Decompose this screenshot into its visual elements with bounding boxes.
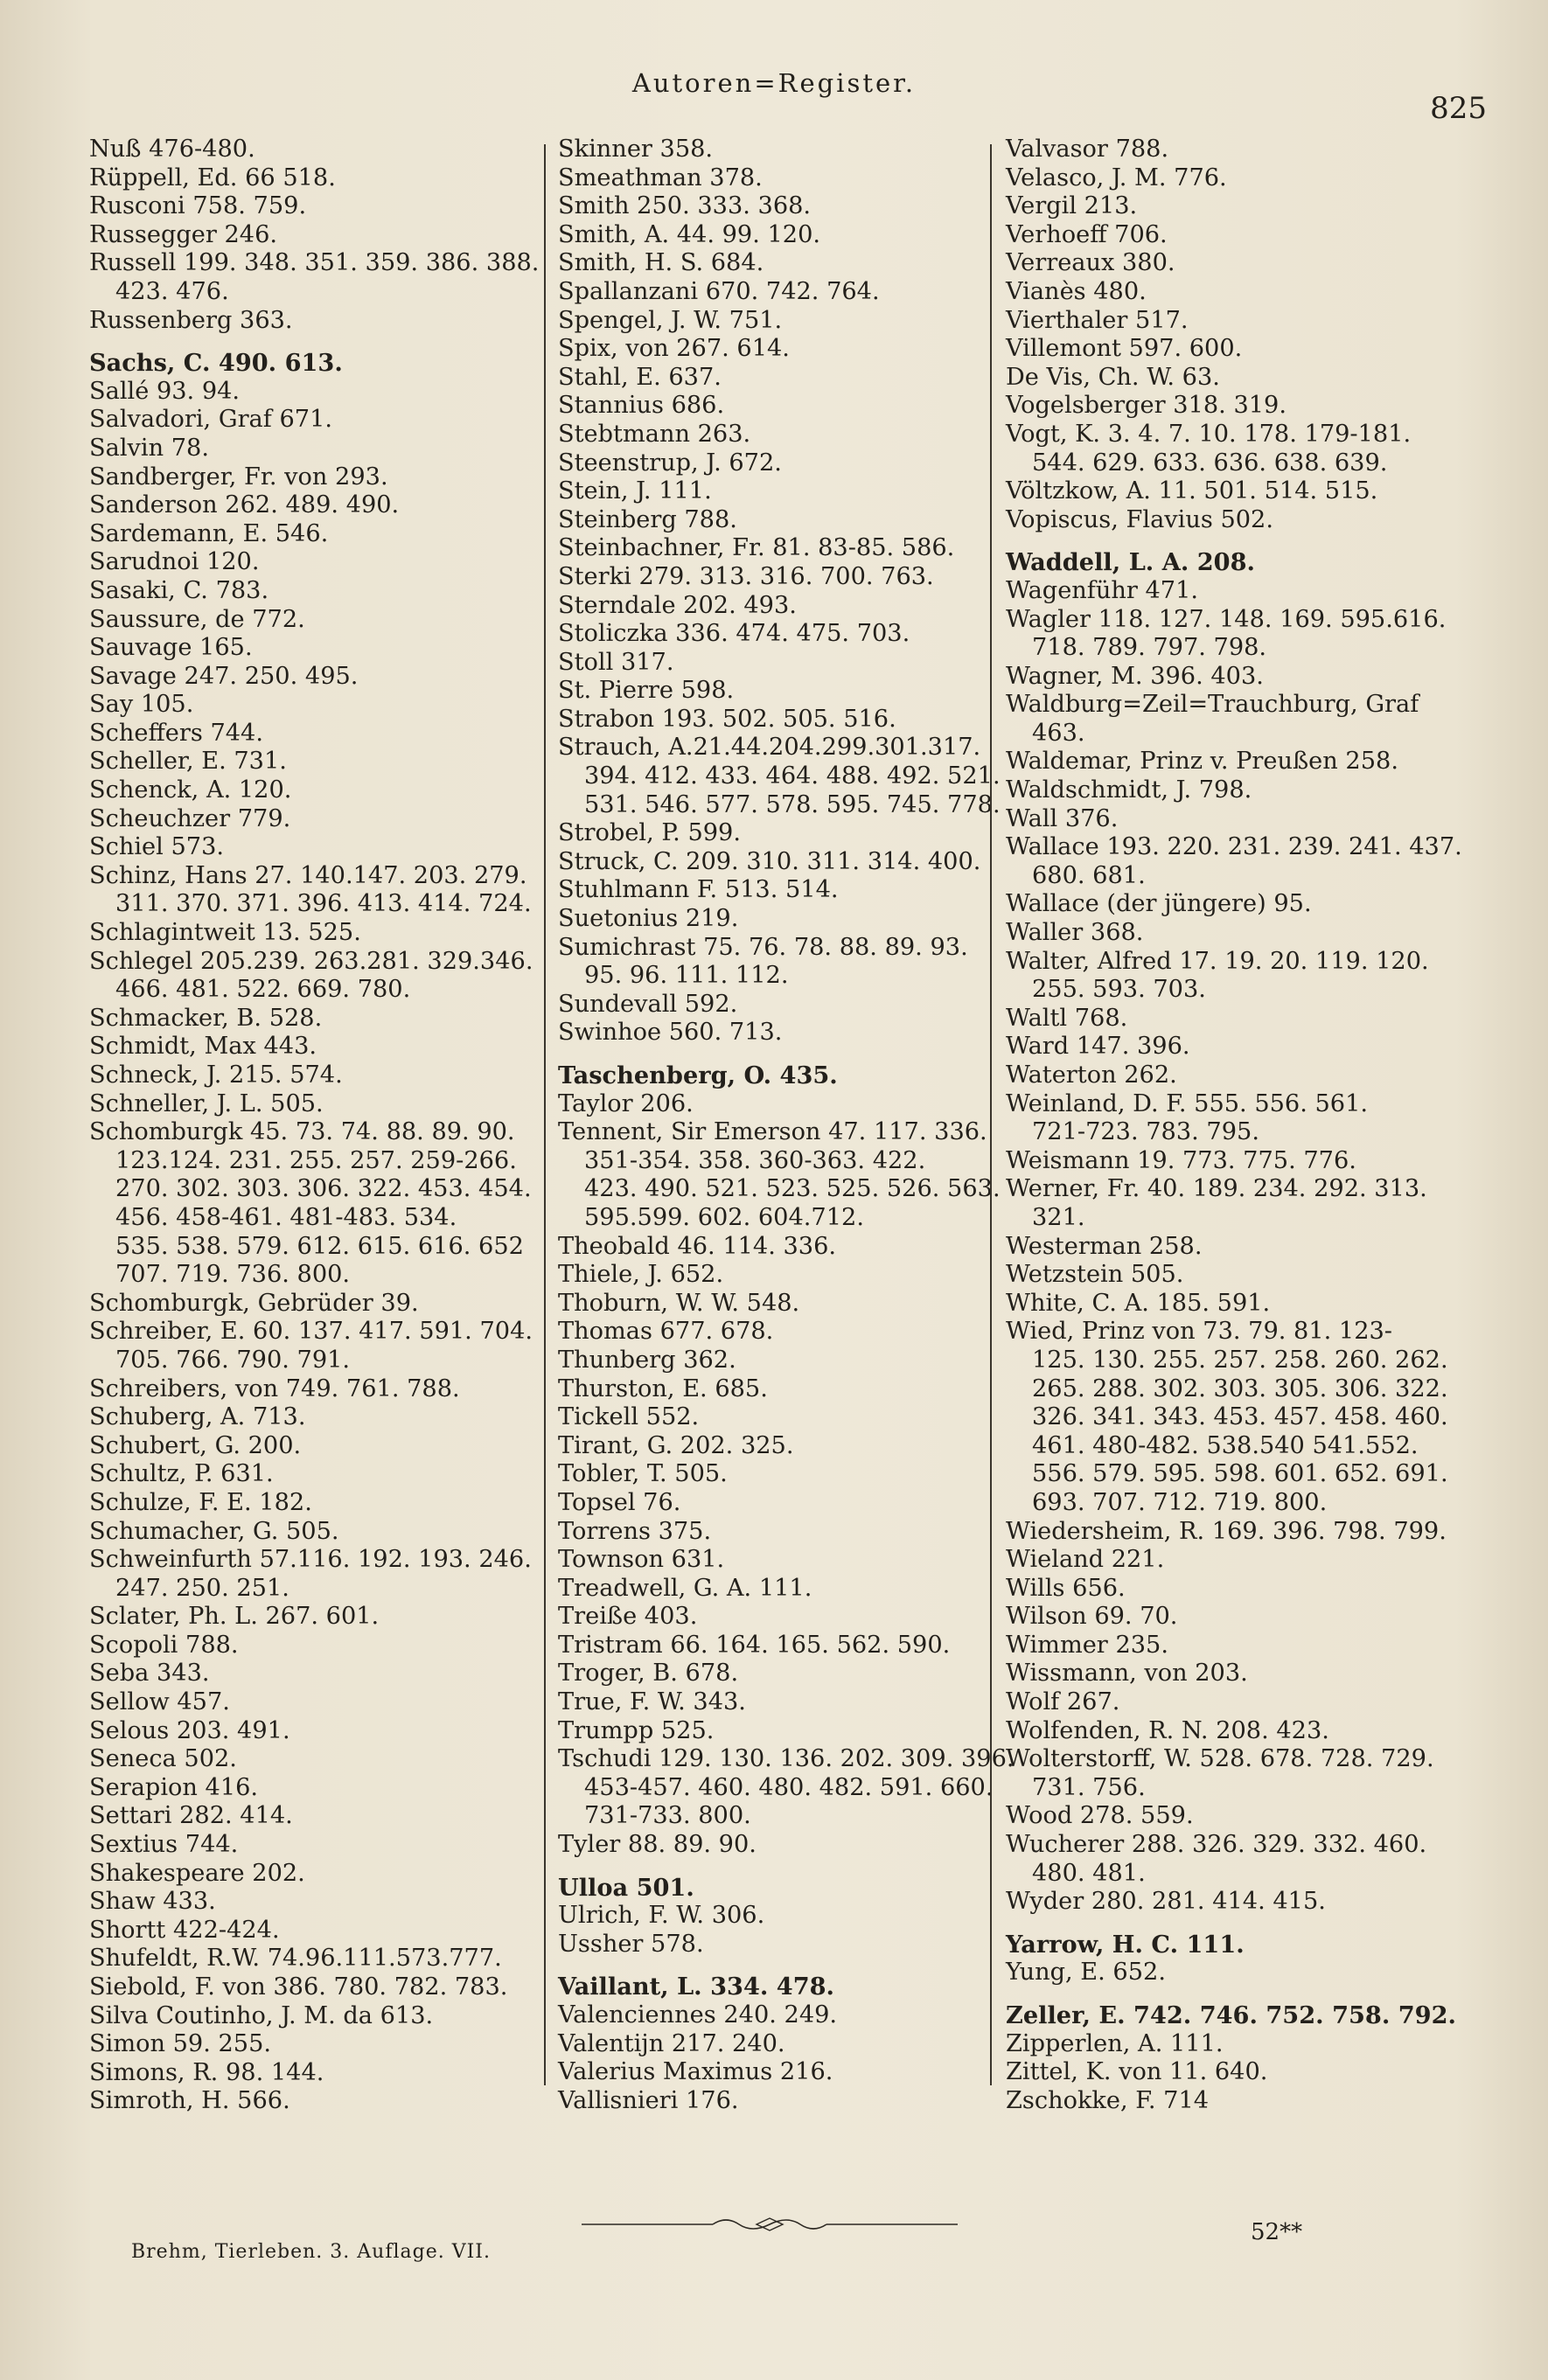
- index-entry: Russenberg 363.: [89, 306, 293, 334]
- column-divider: [544, 144, 546, 2085]
- index-entry: Wagner, M. 396. 403.: [1006, 662, 1264, 690]
- index-entry-continuation: 270. 302. 303. 306. 322. 453. 454.: [115, 1175, 532, 1203]
- page-number: 825: [1430, 91, 1487, 126]
- index-entry: Ulrich, F. W. 306.: [558, 1902, 765, 1930]
- index-entry: Weismann 19. 773. 775. 776.: [1006, 1146, 1356, 1174]
- index-entry: Sallé 93. 94.: [89, 377, 241, 405]
- index-entry: Wucherer 288. 326. 329. 332. 460.: [1006, 1831, 1427, 1859]
- index-entry: Schreibers, von 749. 761. 788.: [89, 1374, 460, 1402]
- index-entry: Simroth, H. 566.: [89, 2087, 290, 2115]
- index-entry: Sterki 279. 313. 316. 700. 763.: [558, 562, 934, 590]
- index-entry: Vaillant, L. 334. 478.: [558, 1973, 835, 2001]
- index-entry: Treiße 403.: [558, 1603, 698, 1631]
- index-column-2: [558, 136, 1015, 2115]
- index-entry-continuation: 461. 480-482. 538.540 541.552.: [1032, 1431, 1419, 1459]
- index-entry-continuation: 705. 766. 790. 791.: [115, 1346, 351, 1374]
- index-entry-continuation: 326. 341. 343. 453. 457. 458. 460.: [1032, 1403, 1448, 1431]
- index-entry: Vopiscus, Flavius 502.: [1006, 505, 1273, 533]
- index-entry: Seba 343.: [89, 1660, 210, 1688]
- index-entry: Yung, E. 652.: [1006, 1959, 1166, 1987]
- index-entry: Wied, Prinz von 73. 79. 81. 123-: [1006, 1318, 1392, 1346]
- index-entry: Salvadori, Graf 671.: [89, 406, 333, 434]
- index-entry-continuation: 125. 130. 255. 257. 258. 260. 262.: [1032, 1346, 1448, 1374]
- index-entry: Sandberger, Fr. von 293.: [89, 463, 388, 491]
- index-entry: Weinland, D. F. 555. 556. 561.: [1006, 1089, 1369, 1117]
- index-entry: Walter, Alfred 17. 19. 20. 119. 120.: [1006, 947, 1429, 975]
- index-entry: Sanderson 262. 489. 490.: [89, 491, 400, 519]
- index-entry: Spix, von 267. 614.: [558, 335, 790, 363]
- index-entry: Suetonius 219.: [558, 905, 739, 933]
- index-entry: Swinhoe 560. 713.: [558, 1019, 783, 1047]
- index-entry-continuation: 731. 756.: [1032, 1773, 1146, 1801]
- index-entry: Siebold, F. von 386. 780. 782. 783.: [89, 1973, 508, 2001]
- index-entry: Spengel, J. W. 751.: [558, 306, 783, 334]
- index-entry: Schinz, Hans 27. 140.147. 203. 279.: [89, 861, 527, 889]
- index-entry: Wolfenden, R. N. 208. 423.: [1006, 1716, 1329, 1744]
- index-entry: Yarrow, H. C. 111.: [1006, 1930, 1245, 1959]
- index-entry-continuation: 707. 719. 736. 800.: [115, 1261, 351, 1289]
- index-entry: Stannius 686.: [558, 392, 725, 420]
- index-entry: Tschudi 129. 130. 136. 202. 309. 396.: [558, 1745, 1015, 1773]
- index-entry: Schreiber, E. 60. 137. 417. 591. 704.: [89, 1318, 533, 1346]
- index-entry: Schweinfurth 57.116. 192. 193. 246.: [89, 1546, 532, 1574]
- index-entry: Nuß 476-480.: [89, 136, 255, 163]
- index-entry: Valerius Maximus 216.: [558, 2058, 833, 2086]
- index-entry-continuation: 394. 412. 433. 464. 488. 492. 521.: [584, 762, 1001, 790]
- index-entry: Sasaki, C. 783.: [89, 576, 269, 604]
- index-entry: Stoll 317.: [558, 648, 674, 676]
- index-entry: Tirant, G. 202. 325.: [558, 1431, 794, 1459]
- column-divider: [990, 144, 992, 2085]
- index-entry: Torrens 375.: [558, 1517, 712, 1545]
- index-entry: Troger, B. 678.: [558, 1660, 739, 1688]
- index-entry: Serapion 416.: [89, 1773, 259, 1801]
- index-entry: Steinbachner, Fr. 81. 83-85. 586.: [558, 534, 955, 562]
- index-entry: Wallace 193. 220. 231. 239. 241. 437.: [1006, 833, 1462, 861]
- index-entry: Vogelsberger 318. 319.: [1006, 392, 1287, 420]
- index-entry: Schomburgk 45. 73. 74. 88. 89. 90.: [89, 1118, 515, 1146]
- index-entry: Tickell 552.: [558, 1403, 700, 1431]
- index-entry: Silva Coutinho, J. M. da 613.: [89, 2001, 434, 2029]
- index-entry: Schenck, A. 120.: [89, 776, 292, 804]
- index-entry-continuation: 556. 579. 595. 598. 601. 652. 691.: [1032, 1460, 1448, 1488]
- index-entry: Russegger 246.: [89, 220, 278, 248]
- index-entry: Rüppell, Ed. 66 518.: [89, 164, 336, 191]
- index-entry: Waldburg=Zeil=Trauchburg, Graf: [1006, 691, 1419, 719]
- index-entry: Thiele, J. 652.: [558, 1261, 724, 1289]
- index-entry-continuation: 265. 288. 302. 303. 305. 306. 322.: [1032, 1374, 1448, 1402]
- index-entry: Shortt 422-424.: [89, 1916, 280, 1944]
- index-entry: Salvin 78.: [89, 434, 209, 462]
- index-entry: Schmacker, B. 528.: [89, 1004, 323, 1032]
- index-entry: Stoliczka 336. 474. 475. 703.: [558, 620, 910, 648]
- index-entry: Wimmer 235.: [1006, 1631, 1168, 1659]
- index-entry: Wagler 118. 127. 148. 169. 595.616.: [1006, 605, 1447, 633]
- index-entry: Strauch, A.21.44.204.299.301.317.: [558, 734, 981, 762]
- index-entry: Shufeldt, R.W. 74.96.111.573.777.: [89, 1945, 502, 1973]
- index-entry: Topsel 76.: [558, 1488, 681, 1516]
- index-entry: White, C. A. 185. 591.: [1006, 1289, 1271, 1317]
- index-entry: Valenciennes 240. 249.: [558, 2001, 838, 2029]
- index-entry: Schlagintweit 13. 525.: [89, 919, 361, 947]
- index-entry: Wills 656.: [1006, 1574, 1126, 1602]
- index-entry-continuation: 255. 593. 703.: [1032, 976, 1206, 1004]
- sheet-mark: 52**: [1251, 2219, 1303, 2245]
- index-entry: Savage 247. 250. 495.: [89, 662, 359, 690]
- index-entry: Zschokke, F. 714: [1006, 2086, 1210, 2114]
- index-entry: Stahl, E. 637.: [558, 363, 722, 391]
- index-entry: Waldschmidt, J. 798.: [1006, 776, 1252, 804]
- index-entry: Wallace (der jüngere) 95.: [1006, 890, 1312, 918]
- index-entry: Schlegel 205.239. 263.281. 329.346.: [89, 947, 533, 975]
- index-entry: Simons, R. 98. 144.: [89, 2058, 324, 2086]
- index-entry: Schulze, F. E. 182.: [89, 1488, 312, 1516]
- index-entry: Zeller, E. 742. 746. 752. 758. 792.: [1006, 2001, 1456, 2029]
- index-entry: Wolf 267.: [1006, 1688, 1120, 1716]
- index-entry: Verreaux 380.: [1006, 249, 1175, 277]
- index-entry-continuation: 535. 538. 579. 612. 615. 616. 652: [115, 1232, 524, 1260]
- index-entry: Strobel, P. 599.: [558, 819, 741, 847]
- index-entry: Wagenführ 471.: [1006, 576, 1199, 604]
- index-entry: Wetzstein 505.: [1006, 1261, 1184, 1289]
- index-entry: Theobald 46. 114. 336.: [558, 1232, 837, 1260]
- index-entry-continuation: 456. 458-461. 481-483. 534.: [115, 1203, 457, 1231]
- index-entry: Russell 199. 348. 351. 359. 386. 388.: [89, 249, 540, 277]
- index-entry-continuation: 680. 681.: [1032, 861, 1146, 889]
- index-entry: Taylor 206.: [558, 1089, 694, 1117]
- index-entry: Waldemar, Prinz v. Preußen 258.: [1006, 748, 1398, 776]
- index-entry: Waltl 768.: [1006, 1004, 1128, 1032]
- index-entry: Sumichrast 75. 76. 78. 88. 89. 93.: [558, 933, 968, 961]
- index-entry: Sundevall 592.: [558, 990, 738, 1018]
- index-entry: Velasco, J. M. 776.: [1006, 164, 1227, 191]
- index-entry: Scheffers 744.: [89, 719, 263, 747]
- index-entry: Sellow 457.: [89, 1688, 230, 1716]
- index-entry: Scopoli 788.: [89, 1631, 239, 1659]
- index-entry: Schiel 573.: [89, 833, 225, 861]
- index-entry-continuation: 731-733. 800.: [584, 1802, 751, 1830]
- index-entry: Thoburn, W. W. 548.: [558, 1289, 800, 1317]
- index-entry: Völtzkow, A. 11. 501. 514. 515.: [1006, 477, 1378, 505]
- end-ornament: [582, 2216, 958, 2233]
- index-entry: Steinberg 788.: [558, 505, 737, 533]
- index-entry-continuation: 463.: [1032, 719, 1085, 747]
- index-entry: Strabon 193. 502. 505. 516.: [558, 705, 896, 733]
- index-entry: Vallisnieri 176.: [558, 2086, 739, 2114]
- index-entry: St. Pierre 598.: [558, 677, 735, 705]
- index-entry: Wissmann, von 203.: [1006, 1660, 1248, 1688]
- index-entry-continuation: 351-354. 358. 360-363. 422.: [584, 1146, 926, 1174]
- running-head: Autoren=Register.: [631, 68, 917, 98]
- index-entry: Waterton 262.: [1006, 1061, 1177, 1089]
- index-entry: Tobler, T. 505.: [558, 1460, 728, 1488]
- index-entry: Trumpp 525.: [558, 1716, 715, 1744]
- index-entry: Selous 203. 491.: [89, 1716, 290, 1744]
- index-column-3: [1006, 136, 1461, 2115]
- index-entry: Waller 368.: [1006, 919, 1144, 947]
- index-entry: Sauvage 165.: [89, 634, 253, 662]
- index-entry: Tristram 66. 164. 165. 562. 590.: [558, 1631, 951, 1659]
- index-entry-continuation: 95. 96. 111. 112.: [584, 962, 789, 990]
- index-entry: Settari 282. 414.: [89, 1802, 293, 1830]
- index-entry: Sardemann, E. 546.: [89, 519, 329, 547]
- index-entry: Zittel, K. von 11. 640.: [1006, 2058, 1268, 2086]
- index-entry: Smith 250. 333. 368.: [558, 192, 812, 220]
- index-entry: Tyler 88. 89. 90.: [558, 1831, 757, 1859]
- index-entry-continuation: 311. 370. 371. 396. 413. 414. 724.: [115, 890, 532, 918]
- index-entry: Schomburgk, Gebrüder 39.: [89, 1289, 419, 1317]
- index-entry-continuation: 480. 481.: [1032, 1859, 1146, 1887]
- index-entry: Thunberg 362.: [558, 1346, 736, 1374]
- index-entry: Schuberg, A. 713.: [89, 1403, 306, 1431]
- index-entry: Treadwell, G. A. 111.: [558, 1574, 812, 1602]
- index-entry-continuation: 531. 546. 577. 578. 595. 745. 778.: [584, 790, 1001, 818]
- printer-signature: Brehm, Tierleben. 3. Auflage. VII.: [131, 2241, 491, 2263]
- index-entry: Ulloa 501.: [558, 1873, 694, 1902]
- index-entry: Seneca 502.: [89, 1745, 237, 1773]
- index-entry-continuation: 123.124. 231. 255. 257. 259-266.: [115, 1146, 517, 1174]
- index-entry: Wieland 221.: [1006, 1546, 1165, 1574]
- index-entry-continuation: 544. 629. 633. 636. 638. 639.: [1032, 449, 1388, 477]
- index-entry: Schubert, G. 200.: [89, 1431, 302, 1459]
- index-entry: Smeathman 378.: [558, 164, 763, 191]
- index-entry: Struck, C. 209. 310. 311. 314. 400.: [558, 847, 981, 875]
- index-entry: Scheller, E. 731.: [89, 748, 287, 776]
- index-entry-continuation: 247. 250. 251.: [115, 1574, 289, 1602]
- index-entry-continuation: 595.599. 602. 604.712.: [584, 1203, 864, 1231]
- index-entry: Saussure, de 772.: [89, 605, 305, 633]
- index-entry: Sterndale 202. 493.: [558, 591, 797, 619]
- index-entry: Vergil 213.: [1006, 192, 1138, 220]
- index-entry: Wiedersheim, R. 169. 396. 798. 799.: [1006, 1517, 1447, 1545]
- index-entry-continuation: 423. 476.: [115, 277, 229, 305]
- index-entry: Vianès 480.: [1006, 277, 1147, 305]
- index-entry-continuation: 423. 490. 521. 523. 525. 526. 563.: [584, 1175, 1001, 1203]
- index-entry: Valvasor 788.: [1006, 136, 1169, 163]
- index-entry: De Vis, Ch. W. 63.: [1006, 363, 1220, 391]
- index-entry: Smith, A. 44. 99. 120.: [558, 220, 821, 248]
- index-entry: Simon 59. 255.: [89, 2030, 272, 2058]
- index-column-1: [89, 136, 544, 2116]
- index-entry: Say 105.: [89, 691, 194, 719]
- index-entry: Wood 278. 559.: [1006, 1802, 1194, 1830]
- index-entry: Schneck, J. 215. 574.: [89, 1061, 343, 1089]
- index-entry: Ward 147. 396.: [1006, 1033, 1190, 1061]
- index-entry: Smith, H. S. 684.: [558, 249, 764, 277]
- index-entry: Stuhlmann F. 513. 514.: [558, 876, 839, 904]
- index-entry: Stein, J. 111.: [558, 477, 712, 505]
- index-entry: Skinner 358.: [558, 136, 714, 163]
- index-entry: Thomas 677. 678.: [558, 1318, 774, 1346]
- index-entry-continuation: 721-723. 783. 795.: [1032, 1118, 1259, 1146]
- index-entry: Steenstrup, J. 672.: [558, 449, 782, 477]
- index-entry-continuation: 453-457. 460. 480. 482. 591. 660.: [584, 1773, 994, 1801]
- index-entry: Ussher 578.: [558, 1930, 704, 1958]
- index-entry: Rusconi 758. 759.: [89, 192, 307, 220]
- index-entry: Sarudnoi 120.: [89, 548, 260, 576]
- index-entry-continuation: 321.: [1032, 1203, 1085, 1231]
- index-entry: Shaw 433.: [89, 1888, 216, 1916]
- index-entry: Stebtmann 263.: [558, 420, 751, 448]
- index-entry: Wilson 69. 70.: [1006, 1603, 1178, 1631]
- index-entry: Westerman 258.: [1006, 1232, 1203, 1260]
- index-entry: Shakespeare 202.: [89, 1859, 305, 1887]
- index-entry: Tennent, Sir Emerson 47. 117. 336.: [558, 1118, 987, 1146]
- index-entry: True, F. W. 343.: [558, 1688, 746, 1716]
- index-entry: Scheuchzer 779.: [89, 804, 291, 832]
- index-entry: Sachs, C. 490. 613.: [89, 349, 343, 378]
- index-entry: Schmidt, Max 443.: [89, 1033, 317, 1061]
- index-entry: Townson 631.: [558, 1546, 725, 1574]
- index-entry: Waddell, L. A. 208.: [1006, 548, 1255, 577]
- index-entry: Villemont 597. 600.: [1006, 335, 1243, 363]
- index-entry: Wyder 280. 281. 414. 415.: [1006, 1888, 1326, 1916]
- index-entry: Thurston, E. 685.: [558, 1374, 768, 1402]
- index-entry-continuation: 466. 481. 522. 669. 780.: [115, 976, 411, 1004]
- index-entry: Vogt, K. 3. 4. 7. 10. 178. 179-181.: [1006, 420, 1412, 448]
- index-entry: Werner, Fr. 40. 189. 234. 292. 313.: [1006, 1175, 1427, 1203]
- index-entry: Taschenberg, O. 435.: [558, 1061, 838, 1089]
- index-entry-continuation: 718. 789. 797. 798.: [1032, 634, 1267, 662]
- index-entry: Schultz, P. 631.: [89, 1460, 274, 1488]
- index-entry: Schumacher, G. 505.: [89, 1517, 339, 1545]
- index-entry: Wolterstorff, W. 528. 678. 728. 729.: [1006, 1745, 1434, 1773]
- index-entry-continuation: 693. 707. 712. 719. 800.: [1032, 1488, 1328, 1516]
- index-entry: Wall 376.: [1006, 804, 1119, 832]
- index-entry: Sclater, Ph. L. 267. 601.: [89, 1603, 380, 1631]
- index-entry: Verhoeff 706.: [1006, 220, 1168, 248]
- index-entry: Vierthaler 517.: [1006, 306, 1189, 334]
- index-entry: Zipperlen, A. 111.: [1006, 2029, 1224, 2057]
- index-entry: Sextius 744.: [89, 1831, 239, 1859]
- index-entry: Valentijn 217. 240.: [558, 2029, 785, 2057]
- index-entry: Schneller, J. L. 505.: [89, 1089, 324, 1117]
- index-entry: Spallanzani 670. 742. 764.: [558, 277, 880, 305]
